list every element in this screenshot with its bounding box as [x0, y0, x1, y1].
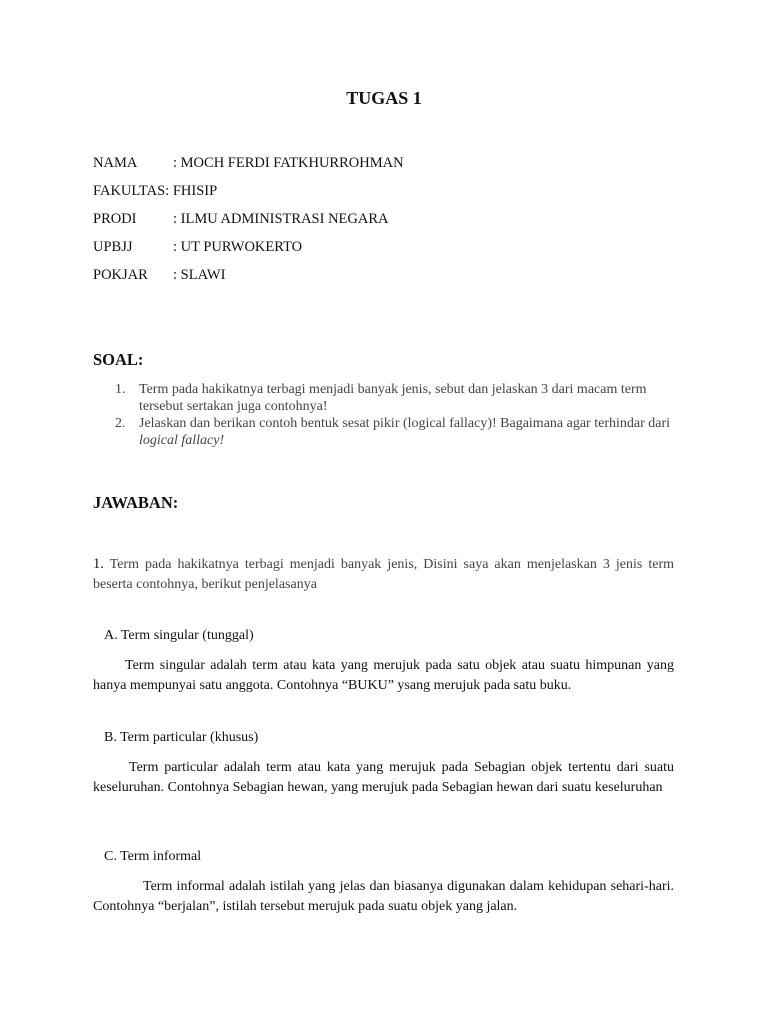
identity-pokjar	[93, 267, 225, 284]
section-a-text: Term singular adalah term atau kata yang merujuk pada satu objek atau suatu himpunan yang hanya mempunyai satu anggota. Contohnya “BUKU” ysang merujuk pada satu buku.	[93, 658, 674, 693]
identity-prodi-value: : ILMU ADMINISTRASI NEGARA	[173, 211, 389, 227]
identity-prodi	[93, 211, 389, 228]
soal-item-number: 1.	[115, 382, 126, 397]
soal-item	[93, 381, 683, 415]
soal-item-number: 2.	[115, 416, 126, 431]
identity-upbjj	[93, 239, 302, 256]
soal-item-text: Jelaskan dan berikan contoh bentuk sesat pikir (logical fallacy)! Bagaimana agar terhindar dari	[139, 416, 671, 431]
identity-fakultas	[93, 183, 217, 200]
jawaban-heading: JAWABAN:	[93, 493, 179, 512]
soal-item-italic-text: logical fallacy!	[139, 433, 225, 448]
identity-nama	[93, 155, 404, 172]
identity-upbjj-value: : UT PURWOKERTO	[173, 239, 303, 255]
identity-prodi-label: PRODI	[93, 211, 137, 227]
jawaban-intro-text: Term pada hakikatnya terbagi menjadi banyak jenis, Disini saya akan menjelaskan 3 jenis term beserta contohnya, berikut penjelasanya	[93, 557, 674, 592]
section-a-heading: A. Term singular (tunggal)	[104, 628, 254, 643]
section-c-heading: C. Term informal	[104, 849, 202, 864]
identity-upbjj-label: UPBJJ	[93, 239, 133, 255]
identity-fakultas-value: : FHISIP	[165, 183, 218, 199]
identity-pokjar-value: : SLAWI	[173, 267, 226, 283]
jawaban-intro-number: 1.	[93, 556, 104, 572]
identity-pokjar-label: POKJAR	[93, 267, 148, 283]
soal-item-text: Term pada hakikatnya terbagi menjadi banyak jenis, sebut dan jelaskan 3 dari macam term tersebut sertakan juga contohnya!	[139, 382, 647, 414]
identity-nama-value: : MOCH FERDI FATKHURROHMAN	[173, 155, 404, 171]
identity-fakultas-label: FAKULTAS	[93, 183, 166, 199]
section-b-text: Term particular adalah term atau kata yang merujuk pada Sebagian objek tertentu dari suatu keseluruhan. Contohnya Sebagian hewan, yang merujuk pada Sebagian hewan dari suatu keseluruhan	[93, 760, 674, 795]
soal-item	[93, 415, 683, 449]
section-c-text: Term informal adalah istilah yang jelas dan biasanya digunakan dalam kehidupan sehari-hari. Contohnya “berjalan”, istilah tersebut merujuk pada suatu objek yang jalan.	[93, 879, 674, 914]
section-b-heading: B. Term particular (khusus)	[104, 730, 259, 745]
section-a-body	[93, 656, 674, 695]
soal-heading: SOAL:	[93, 350, 144, 369]
soal-list	[93, 381, 683, 449]
section-c-body	[93, 877, 674, 916]
identity-nama-label: NAMA	[93, 155, 138, 171]
section-b-body	[93, 758, 674, 797]
jawaban-intro	[93, 555, 674, 594]
document-title: TUGAS 1	[346, 88, 422, 108]
